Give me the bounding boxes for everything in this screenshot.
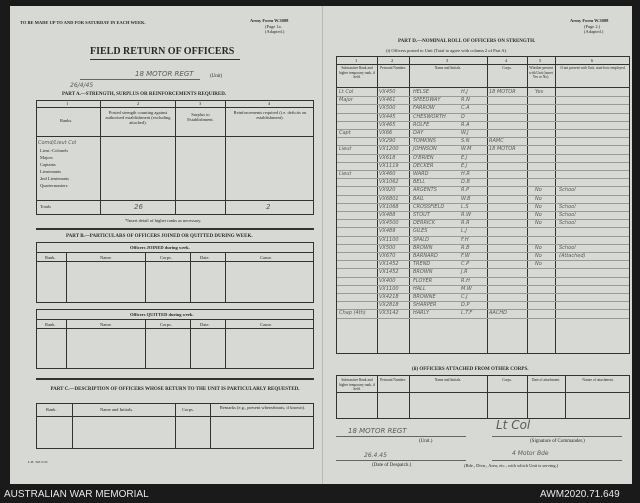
roll-col-number: 6 xyxy=(591,58,594,63)
roll-col-header: Corps. xyxy=(502,66,512,70)
roll-cell-name: WARD xyxy=(413,171,429,177)
roll-cell-name: ARGENTS xyxy=(413,187,437,194)
sig-unit-hand: 18 MOTOR REGT xyxy=(348,427,407,435)
roll-cell-name: SHARPER xyxy=(413,302,437,309)
adapted-note: (Adapted.) xyxy=(584,29,604,34)
roll-cell-present: No xyxy=(535,212,542,218)
roll-row-line xyxy=(337,87,629,88)
roll-cell-employ: School xyxy=(559,220,576,227)
roll-cell-name: CROSSFIELD xyxy=(413,203,445,210)
attached-col-header: Personal Number. xyxy=(380,378,406,382)
form-title: FIELD RETURN OF OFFICERS xyxy=(90,46,235,57)
roll-cell-corps: 18 MOTOR xyxy=(489,89,516,95)
left-page xyxy=(10,6,320,484)
roll-cell-rank: Major xyxy=(339,97,353,104)
part-d-title: PART D.—NOMINAL ROLL OF OFFICERS ON STRENGTH. xyxy=(398,39,536,44)
roll-cell-init: D.P xyxy=(461,302,470,309)
roll-cell-name: JOHNSON xyxy=(413,146,437,153)
col-cause: Cause. xyxy=(260,322,273,327)
roll-cell-number: VX500 xyxy=(379,105,396,112)
part-a-title: PART A.—STRENGTH, SURPLUS OR REINFORCEMENTS REQUIRED. xyxy=(62,92,227,97)
roll-cell-init: R.A xyxy=(461,121,470,128)
roll-cell-init: E.J xyxy=(461,162,468,169)
part-c-col xyxy=(72,403,73,449)
col-date: Date. xyxy=(200,322,210,327)
attached-col-header: Date of attachment. xyxy=(531,378,561,382)
part-a-col-divider xyxy=(175,100,176,215)
section-rule xyxy=(36,378,314,380)
col-corps: Corps. xyxy=(182,407,194,412)
roll-cell-name: BROWN xyxy=(413,244,433,251)
part-a-row-line xyxy=(36,136,314,137)
roll-cell-number: VX465 xyxy=(379,121,396,128)
roll-cell-name: GILES xyxy=(413,228,428,235)
roll-cell-init: D.B xyxy=(461,179,470,186)
roll-cell-present: No xyxy=(535,261,542,268)
col-num: 1 xyxy=(66,101,69,106)
section-rule xyxy=(36,228,314,230)
archive-footer xyxy=(0,489,640,503)
part-a-col-divider xyxy=(225,100,226,215)
part-a-col-divider xyxy=(100,100,101,215)
roll-cell-name: DECKER xyxy=(413,162,434,169)
roll-cell-number: VX618 xyxy=(379,154,396,161)
roll-cell-name: TREND xyxy=(413,261,431,268)
roll-cell-number: VX1119 xyxy=(379,162,399,169)
unit-label: (Unit) xyxy=(210,74,223,79)
roll-col-number: 2 xyxy=(391,58,394,63)
roll-cell-present: No xyxy=(535,244,542,251)
roll-cell-name: TOMKINS xyxy=(413,138,436,145)
roll-cell-init: R.W xyxy=(461,212,472,218)
roll-cell-init: L.T.F xyxy=(461,310,473,317)
sig-cmdr-label: (Signature of Commander.) xyxy=(530,439,585,444)
roll-cell-init: R.P xyxy=(461,187,470,194)
roll-cell-name: SPALD xyxy=(413,236,429,243)
roll-cell-number: VX6801 xyxy=(379,195,399,202)
header-posted: Posted strength counting against authorised establishment (excluding attached). xyxy=(105,110,171,125)
roll-cell-name: BARNARD xyxy=(413,253,438,259)
roll-cell-init: D xyxy=(461,113,465,120)
part-a-row-line xyxy=(36,107,314,108)
roll-cell-number: VX3142 xyxy=(379,310,399,317)
col-name: Name. xyxy=(100,322,112,327)
roll-col-header: Whether present with Unit (insert Yes or No). xyxy=(529,66,553,79)
attached-table xyxy=(336,375,630,419)
commander-signature: Lt Col xyxy=(496,418,531,432)
quitted-table xyxy=(36,309,314,369)
roll-cell-init: L.S xyxy=(461,203,469,210)
col-date: Date. xyxy=(200,255,210,260)
quitted-col xyxy=(145,319,146,369)
roll-col-header: Personal Number. xyxy=(380,66,406,70)
roll-col-header: Name and Initials. xyxy=(434,66,462,70)
army-form-ref: Army Form W.3008 xyxy=(570,18,609,23)
rank-row: Lieut.-Colonels xyxy=(40,148,69,153)
roll-cell-init: M.W xyxy=(461,285,472,292)
roll-col-number: 1 xyxy=(355,58,358,63)
nominal-roll-table xyxy=(336,56,630,354)
bde-hand: 4 Motor Bde xyxy=(512,450,549,457)
roll-cell-init: C.P xyxy=(461,261,470,268)
roll-cell-rank: Lt Col xyxy=(339,89,354,95)
col-name-initials: Name and Initials. xyxy=(100,407,134,412)
sig-unit-label: (Unit.) xyxy=(419,439,433,444)
roll-cell-present: No xyxy=(535,203,542,210)
roll-cell-init: H.R xyxy=(461,171,470,177)
roll-cell-number: VX488 xyxy=(379,212,396,218)
rank-row: Captains xyxy=(40,162,56,167)
roll-cell-present: No xyxy=(535,195,542,202)
rank-row: Lieutenants xyxy=(40,169,61,174)
roll-cell-name: CHESWORTH xyxy=(413,113,446,120)
roll-cell-number: VX1200 xyxy=(379,146,399,153)
totals-value: 26 xyxy=(134,203,143,211)
joined-title: Officers JOINED during week. xyxy=(130,245,190,250)
roll-row-line xyxy=(337,64,629,65)
roll-cell-init: R.N xyxy=(461,97,470,104)
army-form-ref: Army Form W.3008 xyxy=(250,18,289,23)
roll-col-header: If not present with Unit, state how employed. xyxy=(560,66,626,70)
roll-cell-rank: Lieut xyxy=(339,146,352,153)
roll-cell-name: STOUT xyxy=(413,212,430,218)
date-label: (Date of Despatch.) xyxy=(372,463,412,468)
roll-cell-number: VX66 xyxy=(379,130,393,136)
sig-cmdr-line xyxy=(492,436,622,437)
header-surplus: Surplus to Establishment. xyxy=(187,112,214,122)
roll-col-number: 4 xyxy=(505,58,508,63)
roll-cell-employ: School xyxy=(559,212,576,218)
roll-cell-name: HELSE xyxy=(413,89,430,95)
date-line xyxy=(336,460,466,461)
roll-cell-corps: 18 MOTOR xyxy=(489,146,516,153)
roll-cell-init: R.R xyxy=(461,220,470,227)
joined-col xyxy=(190,252,191,303)
top-note: TO BE MADE UP TO AND FOR SATURDAY IN EACH WEEK. xyxy=(20,20,146,25)
roll-cell-number: VX1100 xyxy=(379,285,399,292)
roll-cell-name: HALL xyxy=(413,285,426,292)
roll-cell-name: FLOYER xyxy=(413,277,433,284)
col-rank: Rank. xyxy=(45,255,56,260)
page-fold xyxy=(322,6,323,484)
adapted-note: (Adapted.) xyxy=(265,29,285,34)
archive-id: AWM2020.71.649 xyxy=(540,489,620,500)
roll-cell-number: VX400 xyxy=(379,277,396,284)
roll-cell-name: BAIL xyxy=(413,195,425,202)
col-cause: Cause. xyxy=(260,255,273,260)
rank-row: Quartermasters xyxy=(40,183,68,188)
sig-unit-line xyxy=(336,436,466,437)
header-reinf: Reinforcements required (i.e. deficits on establishment). xyxy=(233,110,307,120)
roll-cell-name: ROLFE xyxy=(413,121,430,128)
joined-col xyxy=(225,252,226,303)
joined-col xyxy=(145,252,146,303)
roll-cell-number: VX461 xyxy=(379,97,396,104)
roll-cell-number: VX670 xyxy=(379,253,396,259)
attached-col-header: Substantive Rank and higher temporary rank, if held. xyxy=(338,378,376,391)
quitted-col xyxy=(190,319,191,369)
roll-cell-init: F.H xyxy=(461,236,469,243)
roll-cell-present: No xyxy=(535,253,542,259)
quitted-title: Officers QUITTED during week. xyxy=(130,312,194,317)
roll-row-line xyxy=(337,318,629,319)
roll-cell-number: VX4500 xyxy=(379,220,399,227)
roll-col-number: 3 xyxy=(446,58,449,63)
roll-cell-init: W.J xyxy=(461,130,469,136)
page-ref: (Page 1a. xyxy=(265,24,282,29)
col-num: 3 xyxy=(199,101,202,106)
quitted-col xyxy=(66,319,67,369)
attached-row-line xyxy=(337,392,629,393)
attached-col-header: Corps. xyxy=(502,378,512,382)
unit-handwritten: 18 MOTOR REGT xyxy=(135,70,194,78)
roll-cell-number: VX2818 xyxy=(379,302,399,309)
right-page xyxy=(324,6,632,484)
roll-cell-init: S.N xyxy=(461,138,470,145)
roll-cell-number: VX920 xyxy=(379,187,396,194)
roll-cell-init: J.R xyxy=(461,269,468,276)
roll-cell-corps: RAMC xyxy=(489,138,504,145)
roll-cell-name: BROWNE xyxy=(413,294,436,300)
roll-cell-number: VX1452 xyxy=(379,261,399,268)
unit-line xyxy=(80,79,200,80)
rank-row: Comd/Lieut Col xyxy=(38,140,77,146)
rank-row: Majors xyxy=(40,155,53,160)
totals-label: Totals xyxy=(40,204,51,209)
col-rank: Rank. xyxy=(46,407,57,412)
quitted-row-line xyxy=(36,319,314,320)
roll-cell-number: VX4218 xyxy=(379,294,399,300)
part-b-title: PART B.—PARTICULARS OF OFFICERS JOINED OR QUITTED DURING WEEK. xyxy=(66,234,253,239)
roll-cell-number: VX489 xyxy=(379,228,396,235)
roll-col-header: Substantive Rank and higher temporary rank, if held. xyxy=(338,66,376,79)
bde-line xyxy=(492,460,622,461)
roll-cell-corps: AACHD xyxy=(489,310,507,317)
rank-row: 2nd Lieutenants xyxy=(40,176,69,181)
roll-cell-init: R.B xyxy=(461,244,470,251)
roll-cell-init: C.J xyxy=(461,294,468,300)
roll-cell-name: DERRICK xyxy=(413,220,436,227)
part-a-row-line xyxy=(36,200,314,201)
part-c-title: PART C.—DESCRIPTION OF OFFICERS WHOSE RETURN TO THE UNIT IS PARTICULARLY REQUESTED. xyxy=(50,387,300,392)
page-ref: (Page 2.) xyxy=(584,24,601,29)
col-num: 4 xyxy=(268,101,271,106)
roll-cell-employ: School xyxy=(559,187,576,194)
roll-cell-name: O'BRIEN xyxy=(413,154,434,161)
roll-cell-init: E.J xyxy=(461,154,468,161)
roll-cell-init: L.J xyxy=(461,228,467,235)
quitted-row-line xyxy=(36,328,314,329)
roll-cell-init: F.W xyxy=(461,253,470,259)
roll-cell-number: VX500 xyxy=(379,244,396,251)
part-dii-title: (ii) OFFICERS ATTACHED FROM OTHER CORPS. xyxy=(412,367,529,372)
roll-cell-name: BROWN xyxy=(413,269,433,276)
roll-cell-init: W.B xyxy=(461,195,471,202)
joined-row-line xyxy=(36,252,314,253)
part-d-subtitle: (i) Officers posted to Unit (Total to agree with column 2 of Part A). xyxy=(386,48,508,53)
roll-cell-employ: School xyxy=(559,244,576,251)
roll-cell-number: VX445 xyxy=(379,113,396,120)
roll-cell-init: R.H xyxy=(461,277,470,284)
roll-cell-init: W.M xyxy=(461,146,472,153)
col-name: Name. xyxy=(100,255,112,260)
roll-cell-name: HARLY xyxy=(413,310,430,317)
roll-cell-number: VX1100 xyxy=(379,236,399,243)
archive-name: AUSTRALIAN WAR MEMORIAL xyxy=(4,489,149,500)
roll-cell-number: VX1068 xyxy=(379,203,399,210)
roll-cell-name: SPEEDWAY xyxy=(413,97,441,104)
roll-cell-number: VX450 xyxy=(379,89,396,95)
roll-cell-name: DAY xyxy=(413,130,424,136)
attached-col-header: Name and Initials. xyxy=(434,378,462,382)
quitted-col xyxy=(225,319,226,369)
col-corps: Corps. xyxy=(160,255,172,260)
roll-cell-name: BELL xyxy=(413,179,426,186)
roll-cell-present: No xyxy=(535,187,542,194)
date-handwritten: 26/4/45 xyxy=(70,82,94,89)
print-ref: L.B. 563 5/45 xyxy=(28,460,48,464)
roll-cell-present: Yes xyxy=(535,89,544,95)
date-hand: 26.4.45 xyxy=(364,452,387,459)
part-c-col xyxy=(175,403,176,449)
totals-reinf: 2 xyxy=(266,203,271,211)
col-corps: Corps. xyxy=(160,322,172,327)
col-num: 2 xyxy=(137,101,140,106)
roll-cell-rank: Lieut xyxy=(339,171,352,177)
roll-col-number: 5 xyxy=(539,58,542,63)
roll-cell-number: VX1452 xyxy=(379,269,399,276)
header-ranks: Ranks. xyxy=(60,118,73,123)
footnote: *Insert detail of higher ranks as necessary. xyxy=(125,218,202,223)
roll-cell-number: VX460 xyxy=(379,171,396,177)
joined-row-line xyxy=(36,261,314,262)
roll-cell-number: VX1062 xyxy=(379,179,399,186)
bde-label: (Bde., Divn., Area, etc., with which Unit is serving.) xyxy=(464,463,559,468)
roll-cell-employ: School xyxy=(559,203,576,210)
col-remarks: Remarks (e.g., present whereabouts, if known). xyxy=(219,405,306,410)
roll-cell-rank: Chap (4th) xyxy=(339,310,366,317)
document-sheet xyxy=(10,6,632,484)
joined-col xyxy=(66,252,67,303)
title-underline xyxy=(90,59,240,60)
roll-cell-name: FARROW xyxy=(413,105,435,112)
roll-cell-init: H.J xyxy=(461,89,468,95)
roll-cell-present: No xyxy=(535,220,542,227)
roll-cell-number: VX290 xyxy=(379,138,396,145)
part-c-col xyxy=(210,403,211,449)
col-rank: Rank. xyxy=(45,322,56,327)
attached-col-header: Nature of attachment. xyxy=(582,378,614,382)
roll-cell-employ: (Attached) xyxy=(559,253,586,259)
roll-cell-init: C.A xyxy=(461,105,470,112)
roll-cell-rank: Capt xyxy=(339,130,351,136)
